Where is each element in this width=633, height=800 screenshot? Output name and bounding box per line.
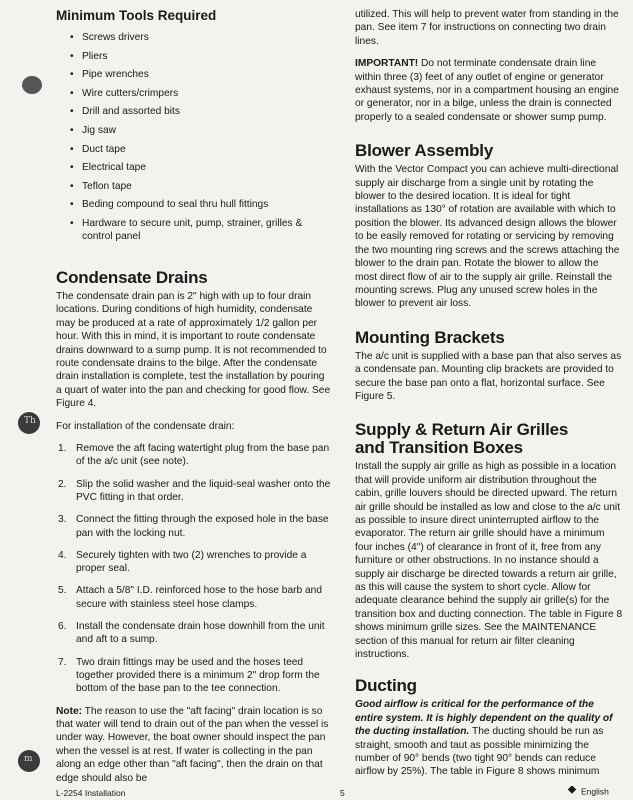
step-number: 1. [58, 443, 67, 454]
list-item: • Teflon tape [56, 180, 332, 193]
mounting-text: The a/c unit is supplied with a base pan that also serves as a condensate pan. Mounting clip brackets are provided to secure the base pan onto a flat, horizontal surface. See Figure 5. [355, 350, 622, 402]
step-item [56, 513, 332, 540]
ducting-paragraph [355, 698, 623, 778]
step-text: Slip the solid washer and the liquid-seal washer onto the PVC fitting in that order. [76, 478, 331, 504]
grilles-heading-line2: and Transition Boxes [355, 438, 523, 458]
note-text: The reason to use the "aft facing" drain location is so that water will tend to drain out of the pan when the vessel is under way. However, the boat owner should inspect the pan when the vessel is at rest. If water is collecting in the pan along an edge other than "aft facing", then the drain on that edge should also be [56, 705, 329, 784]
grilles-heading-line1: Supply & Return Air Grilles [355, 420, 569, 440]
step-text: Securely tighten with two (2) wrenches to provide a proper seal. [76, 549, 307, 575]
left-column [56, 8, 332, 785]
ducting-heading: Ducting [355, 676, 417, 696]
ducting-text: The ducting should be run as straight, smooth and taut as possible minimizing the number of 90° bends (two tight 90° bends can reduce airflow by 25%). The table in Figure 8 shows minimum [355, 726, 604, 778]
step-item [56, 584, 332, 611]
list-item: • Jig saw [56, 124, 332, 137]
thumb-tab-th: Th [18, 412, 40, 434]
list-item: • Pliers [56, 50, 332, 63]
step-item [56, 620, 332, 647]
condensate-heading: Condensate Drains [56, 267, 208, 287]
list-item: • Pipe wrenches [56, 68, 332, 81]
list-item: • Electrical tape [56, 161, 332, 174]
footer-language [566, 786, 609, 798]
step-text: Connect the fitting through the exposed hole in the base pan with the locking nut. [76, 514, 329, 539]
blower-text: With the Vector Compact you can achieve multi-directional supply air discharge from a single unit by rotating the blower to the desired location. It is ideal for tight installations as 130° of rotation are available with which to position the blower. Its advanced design allows the blower to be easily removed for rotating or servicing by removing the two mounting ring screws and the screws attaching the blower to the drain pan. Rotate the blower to allow the most direct flow of air to the supply air grille. Reinstall the mounting screws. Plug any unused screw holes in the blower to prevent air loss. [355, 164, 620, 310]
step-text: Attach a 5/8" I.D. reinforced hose to the hose barb and secure with stainless steel hose clamps. [76, 585, 323, 610]
mounting-heading: Mounting Brackets [355, 327, 505, 347]
grilles-heading [355, 421, 623, 457]
note-paragraph [56, 705, 332, 785]
step-number: 5. [58, 585, 67, 597]
note-label: Note: [56, 705, 83, 717]
step-text: Remove the aft facing watertight plug from the base pan of the a/c unit (see note). [76, 443, 330, 468]
condensate-continued: utilized. This will help to prevent water from standing in the pan. See item 7 for instructions on connecting two drain lines. [355, 9, 619, 47]
diamond-icon [566, 786, 578, 798]
step-item [56, 656, 332, 696]
grilles-text: Install the supply air grille as high as possible in a location that will provide uniform air distribution throughout the cabin, grille louvers should be directed upward. The return air grille should be installed as low and close to the a/c unit as possible to insure direct uninterrupted airflow to the evaporator. The return air grille should have a minimum four inches (4") of clearance in front of it, free from any furniture or other obstructions. In no instance should a supply air discharge be directed towards a return air grille, as this will cause the system to short cycle. Allow for adequate clearance behind the supply air grille(s) for the transition box and ducting connection. The table in Figure 8 shows minimum grille sizes. See the MAINTENANCE section of this manual for return air filter cleaning instructions. [355, 461, 623, 661]
blower-heading: Blower Assembly [355, 141, 494, 161]
right-column [355, 8, 623, 779]
binder-hole-mark [22, 76, 42, 94]
footer-doc-id: L-2254 Installation [56, 788, 126, 798]
list-item: • Drill and assorted bits [56, 105, 332, 118]
step-number: 3. [58, 514, 67, 526]
ducting-emphasis: Good airflow is critical for the performance of the entire system. It is highly dependent on the quality of the ducting installation. [355, 699, 613, 738]
step-number: 4. [58, 549, 67, 561]
important-text: Do not terminate condensate drain line within three (3) feet of any outlet of engine or generator exhaust systems, nor in a compartment housing an engine or generator, nor in a bilge, unless the drain is connected properly to a sealed condensate or shower sump pump. [355, 58, 619, 123]
important-paragraph [355, 57, 623, 124]
list-item: • Beding compound to seal thru hull fittings [56, 198, 332, 211]
thumb-tab-m: m [18, 750, 40, 772]
tools-list [56, 31, 332, 243]
condensate-intro: The condensate drain pan is 2" high with up to four drain locations. During conditions of high humidity, condensate may be produced at a rate of approximately 1/2 gallon per hour. With this in mind, it is important to route condensate drains downward to a sump pump. It is not recommended to route condensate drains to the bilge. After the condensate drain installation is complete, test the installation by pouring a quart of water into the pan and checking for good flow. See Figure 4. [56, 290, 331, 410]
list-item: • Duct tape [56, 143, 332, 156]
footer-page-number: 5 [340, 788, 345, 798]
list-item: • Hardware to secure unit, pump, strainer, grilles & control panel [56, 217, 332, 243]
step-item [56, 442, 332, 469]
step-number: 2. [58, 478, 67, 490]
step-item [56, 478, 332, 505]
step-text: Two drain fittings may be used and the hoses teed together provided there is a minimum 2" drop form the bottom of the base pan to the tee connection. [76, 656, 320, 695]
step-number: 6. [58, 621, 67, 633]
step-text: Install the condensate drain hose downhill from the unit and aft to a sump. [76, 621, 325, 646]
tools-heading: Minimum Tools Required [56, 8, 217, 23]
step-item [56, 549, 332, 576]
steps-intro: For installation of the condensate drain: [56, 420, 235, 432]
language-label: English [581, 786, 609, 797]
important-label: IMPORTANT! [355, 58, 419, 70]
list-item: • Screws drivers [56, 31, 332, 44]
list-item: • Wire cutters/crimpers [56, 87, 332, 100]
condensate-steps [56, 442, 332, 696]
step-number: 7. [58, 656, 67, 668]
